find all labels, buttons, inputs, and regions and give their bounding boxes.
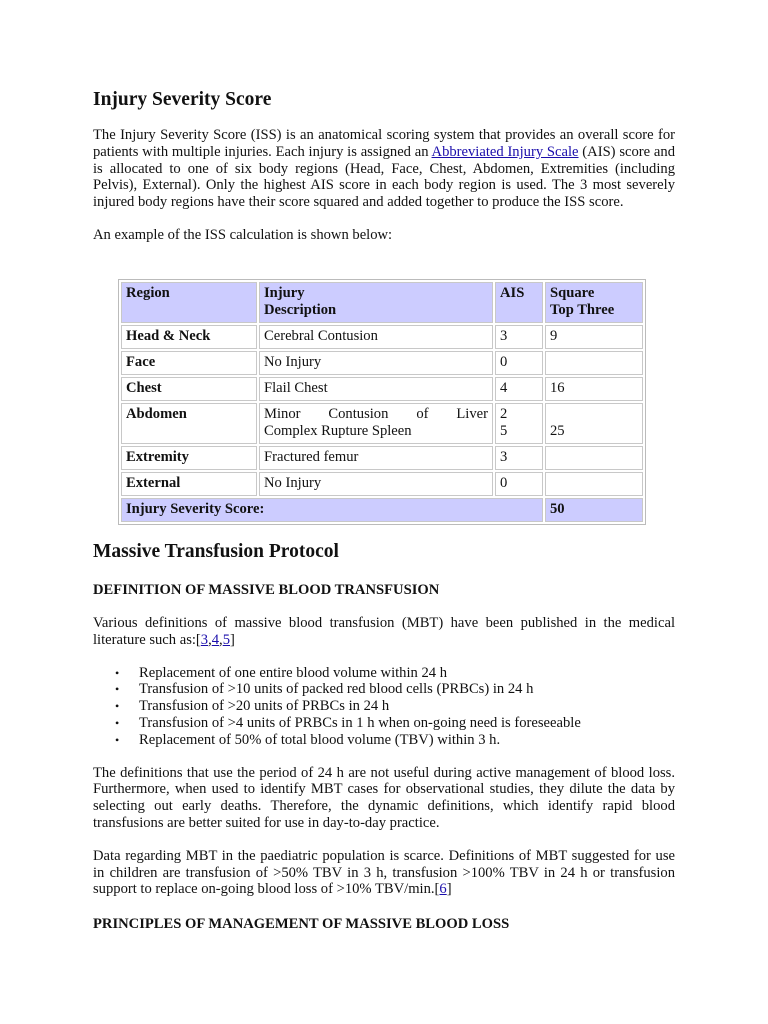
cell-square (545, 472, 643, 496)
period-24h-paragraph: The definitions that use the period of 24 h are not useful during active management of blood loss. Furthermore, when used to identify MBT cases for observational studies, they dilute the data by selecting out early deaths. Therefore, the dynamic definitions, which identify rapid blood transfusions are better suited for use in day-to-day practice. (93, 764, 675, 831)
cell-description (259, 403, 493, 444)
paediatric-paragraph (93, 848, 675, 898)
cell-ais: 0 (495, 351, 543, 375)
header-desc-line1: Injury (264, 285, 305, 301)
cell-ais: 4 (495, 377, 543, 401)
table-row (121, 472, 643, 496)
desc-line1 (264, 406, 488, 423)
ais-value-2: 5 (500, 423, 508, 439)
principles-heading: PRINCIPLES OF MANAGEMENT OF MASSIVE BLOOD LOSS (93, 916, 510, 933)
ais-value: 2 (500, 406, 508, 422)
iss-table-wrapper (120, 279, 646, 525)
cell-ais: 3 (495, 446, 543, 470)
cell-square: 16 (545, 377, 643, 401)
desc-word: of (416, 406, 429, 422)
header-description (259, 282, 493, 323)
desc-word: Contusion (328, 406, 389, 422)
header-square-line1: Square (550, 285, 595, 301)
list-item: • Replacement of one entire blood volume within 24 h (139, 665, 675, 682)
table-row (121, 377, 643, 401)
desc-word: Liver (456, 406, 488, 422)
footer-label: Injury Severity Score: (121, 498, 543, 522)
cell-region: Face (121, 351, 257, 375)
iss-intro-text-b: (AIS) score and is allocated to one of six body regions (Head, Face, Chest, Abdomen, Extremities (including Pelvis), External). Only the highest AIS score in each body region is used. The 3 most severely injured body regions have their score squared and added together to produce the ISS score. (93, 143, 675, 211)
cell-square (545, 446, 643, 470)
cell-region: Extremity (121, 446, 257, 470)
ref-link-4[interactable]: 4 (211, 631, 220, 648)
cell-description: No Injury (259, 351, 493, 375)
header-desc-line2: Description (264, 302, 337, 318)
cell-region: Head & Neck (121, 325, 257, 349)
table-header-row (121, 282, 643, 323)
list-item: • Transfusion of >10 units of packed red blood cells (PRBCs) in 24 h (139, 681, 675, 698)
definition-close: ] (230, 631, 235, 648)
mtp-title: Massive Transfusion Protocol (93, 541, 339, 562)
table-row (121, 446, 643, 470)
definition-heading: DEFINITION OF MASSIVE BLOOD TRANSFUSION (93, 582, 440, 598)
cell-description: Flail Chest (259, 377, 493, 401)
cell-description: Cerebral Contusion (259, 325, 493, 349)
cell-region: Chest (121, 377, 257, 401)
iss-title: Injury Severity Score (93, 89, 272, 110)
iss-example-paragraph: An example of the ISS calculation is shown below: (93, 226, 393, 243)
cell-ais: 3 (495, 325, 543, 349)
paediatric-text: Data regarding MBT in the paediatric population is scarce. Definitions of MBT suggested for use in children are transfusion of >50% TBV in 3 h, transfusion >100% TBV in 24 h or transfusion support to replace on-going blood loss of >10% TBV/min.[ (93, 847, 675, 898)
cell-region: External (121, 472, 257, 496)
iss-table (118, 279, 646, 525)
list-item: • Transfusion of >4 units of PRBCs in 1 h when on-going need is foreseeable (139, 715, 675, 732)
table-row (121, 351, 643, 375)
footer-value: 50 (545, 498, 643, 522)
cell-region: Abdomen (121, 403, 257, 444)
table-row (121, 325, 643, 349)
header-square-line2: Top Three (550, 302, 615, 318)
ais-link[interactable]: Abbreviated Injury Scale (431, 143, 579, 160)
ref-link-6[interactable]: 6 (439, 881, 447, 898)
iss-intro-text-a: The Injury Severity Score (ISS) is an anatomical scoring system that provides an overall score for patients with multiple injuries. Each injury is assigned an (93, 127, 675, 160)
list-item: • Replacement of 50% of total blood volume (TBV) within 3 h. (139, 732, 675, 749)
mtp-section (93, 540, 675, 933)
cell-square (545, 403, 643, 444)
header-region: Region (121, 282, 257, 323)
definitions-list (93, 665, 675, 749)
cell-ais (495, 403, 543, 444)
list-item: • Transfusion of >20 units of PRBCs in 24 h (139, 698, 675, 715)
ref-link-3[interactable]: 3 (200, 631, 209, 648)
table-row (121, 403, 643, 444)
ref-link-5[interactable]: 5 (222, 631, 230, 648)
desc-line2: Complex Rupture Spleen (264, 423, 412, 439)
header-square (545, 282, 643, 323)
definition-paragraph: Various definitions of massive blood transfusion (MBT) have been published in the medical literature such as:[3,4,5] (93, 615, 675, 648)
table-footer-row (121, 498, 643, 522)
iss-section (93, 88, 675, 244)
cell-square (545, 351, 643, 375)
iss-intro-paragraph (93, 127, 675, 211)
desc-word: Minor (264, 406, 301, 422)
cell-ais: 0 (495, 472, 543, 496)
cell-description: Fractured femur (259, 446, 493, 470)
paediatric-close: ] (446, 881, 452, 898)
definition-text: Various definitions of massive blood transfusion (MBT) have been published in the medical literature such as:[ (93, 615, 675, 648)
cell-square: 9 (545, 325, 643, 349)
header-ais: AIS (495, 282, 543, 323)
cell-description: No Injury (259, 472, 493, 496)
square-value: 25 (550, 423, 565, 439)
